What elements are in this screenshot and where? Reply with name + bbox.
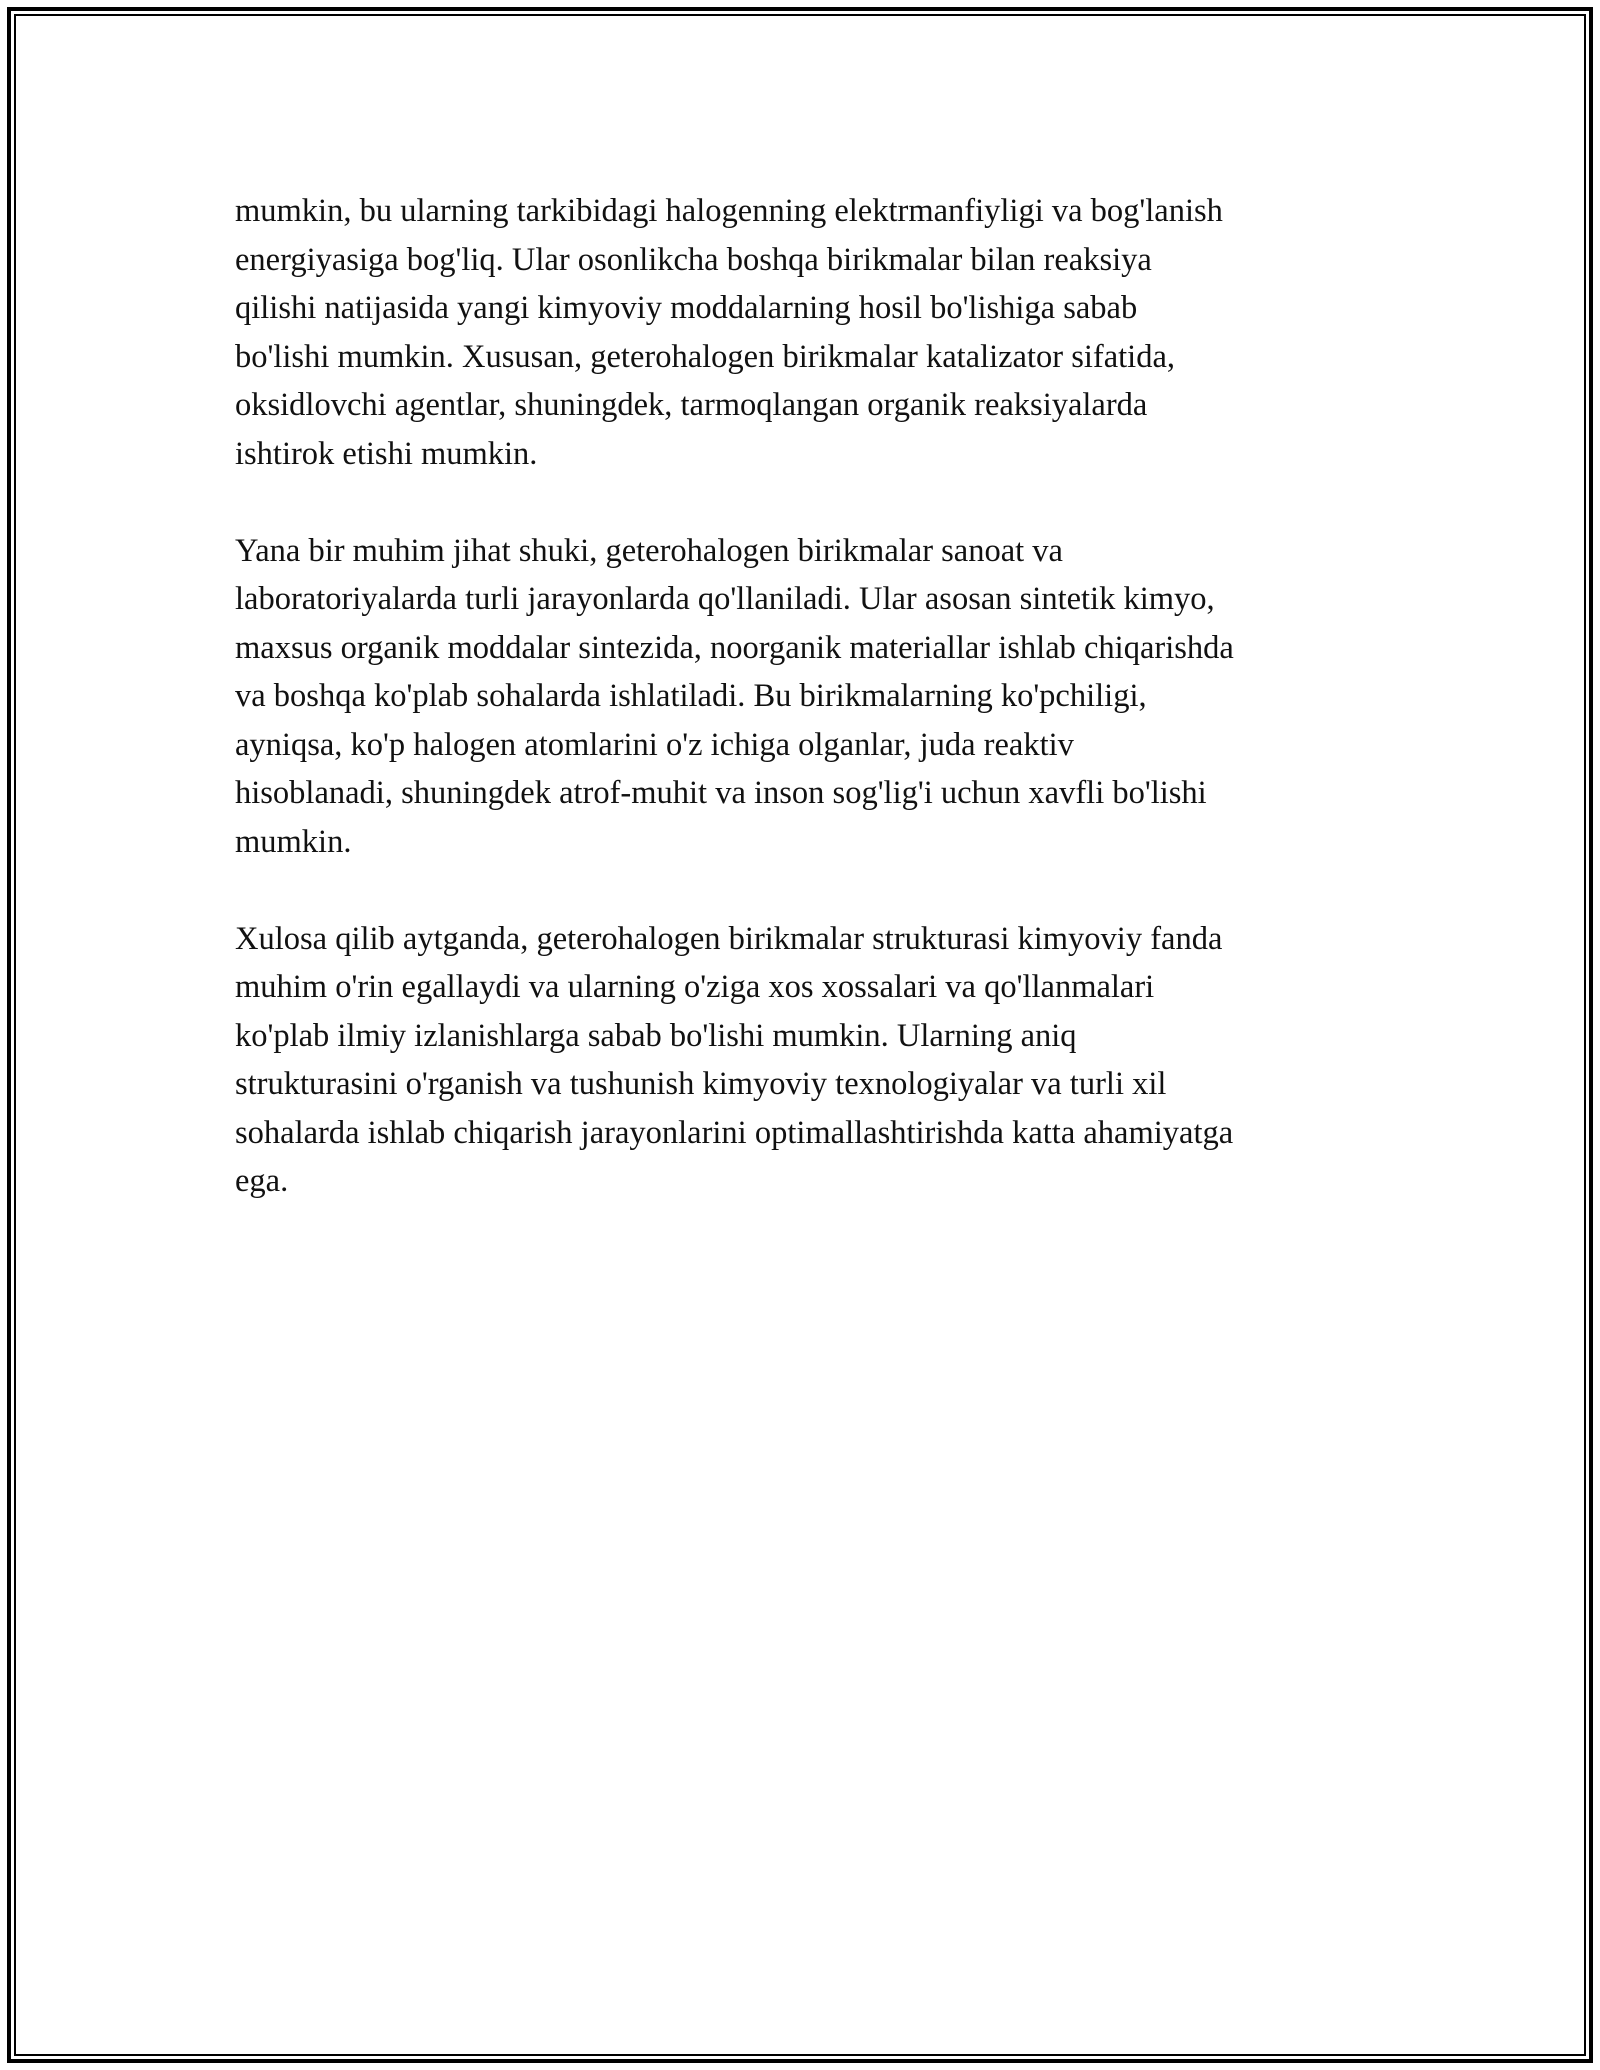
text-line: qilishi natijasida yangi kimyoviy moddalarning hosil bo'lishiga sabab	[235, 290, 1138, 326]
text-line: ayniqsa, ko'p halogen atomlarini o'z ichiga olganlar, juda reaktiv	[235, 726, 1074, 763]
text-line: mumkin, bu ularning tarkibidagi halogenning elektrmanfiyligi va bog'lanish	[235, 193, 1223, 229]
text-line: va boshqa ko'plab sohalarda ishlatiladi. Bu birikmalarning ko'pchiligi,	[235, 678, 1147, 714]
document-body	[235, 187, 1395, 1254]
text-line: Yana bir muhim jihat shuki, geterohalogen birikmalar sanoat va	[235, 532, 1063, 569]
text-line: ega.	[235, 1163, 289, 1199]
text-line: mumkin.	[235, 823, 352, 860]
text-line: laboratoriyalarda turli jarayonlarda qo'llaniladi. Ular asosan sintetik kimyo,	[235, 581, 1215, 617]
text-line: strukturasini o'rganish va tushunish kimyoviy texnologiyalar va turli xil	[235, 1066, 1167, 1102]
text-line: energiyasiga bog'liq. Ular osonlikcha boshqa birikmalar bilan reaksiya	[235, 241, 1152, 278]
text-line: ishtirok etishi mumkin.	[235, 435, 538, 472]
text-line: maxsus organik moddalar sintezida, noorganik materiallar ishlab chiqarishda	[235, 629, 1234, 666]
text-line: Xulosa qilib aytganda, geterohalogen birikmalar strukturasi kimyoviy fanda	[235, 920, 1223, 957]
text-line: muhim o'rin egallaydi va ularning o'ziga xos xossalari va qo'llanmalari	[235, 969, 1155, 1005]
text-line: sohalarda ishlab chiqarish jarayonlarini optimallashtirishda katta ahamiyatga	[235, 1114, 1234, 1151]
text-line: ko'plab ilmiy izlanishlarga sabab bo'lishi mumkin. Ularning aniq	[235, 1017, 1077, 1054]
paragraph-2	[235, 527, 1395, 867]
text-line: hisoblanadi, shuningdek atrof-muhit va inson sog'lig'i uchun xavfli bo'lishi	[235, 775, 1207, 811]
paragraph-3	[235, 915, 1395, 1206]
text-line: oksidlovchi agentlar, shuningdek, tarmoqlangan organik reaksiyalarda	[235, 387, 1148, 423]
text-line: bo'lishi mumkin. Xususan, geterohalogen birikmalar katalizator sifatida,	[235, 338, 1175, 375]
paragraph-1	[235, 187, 1395, 478]
